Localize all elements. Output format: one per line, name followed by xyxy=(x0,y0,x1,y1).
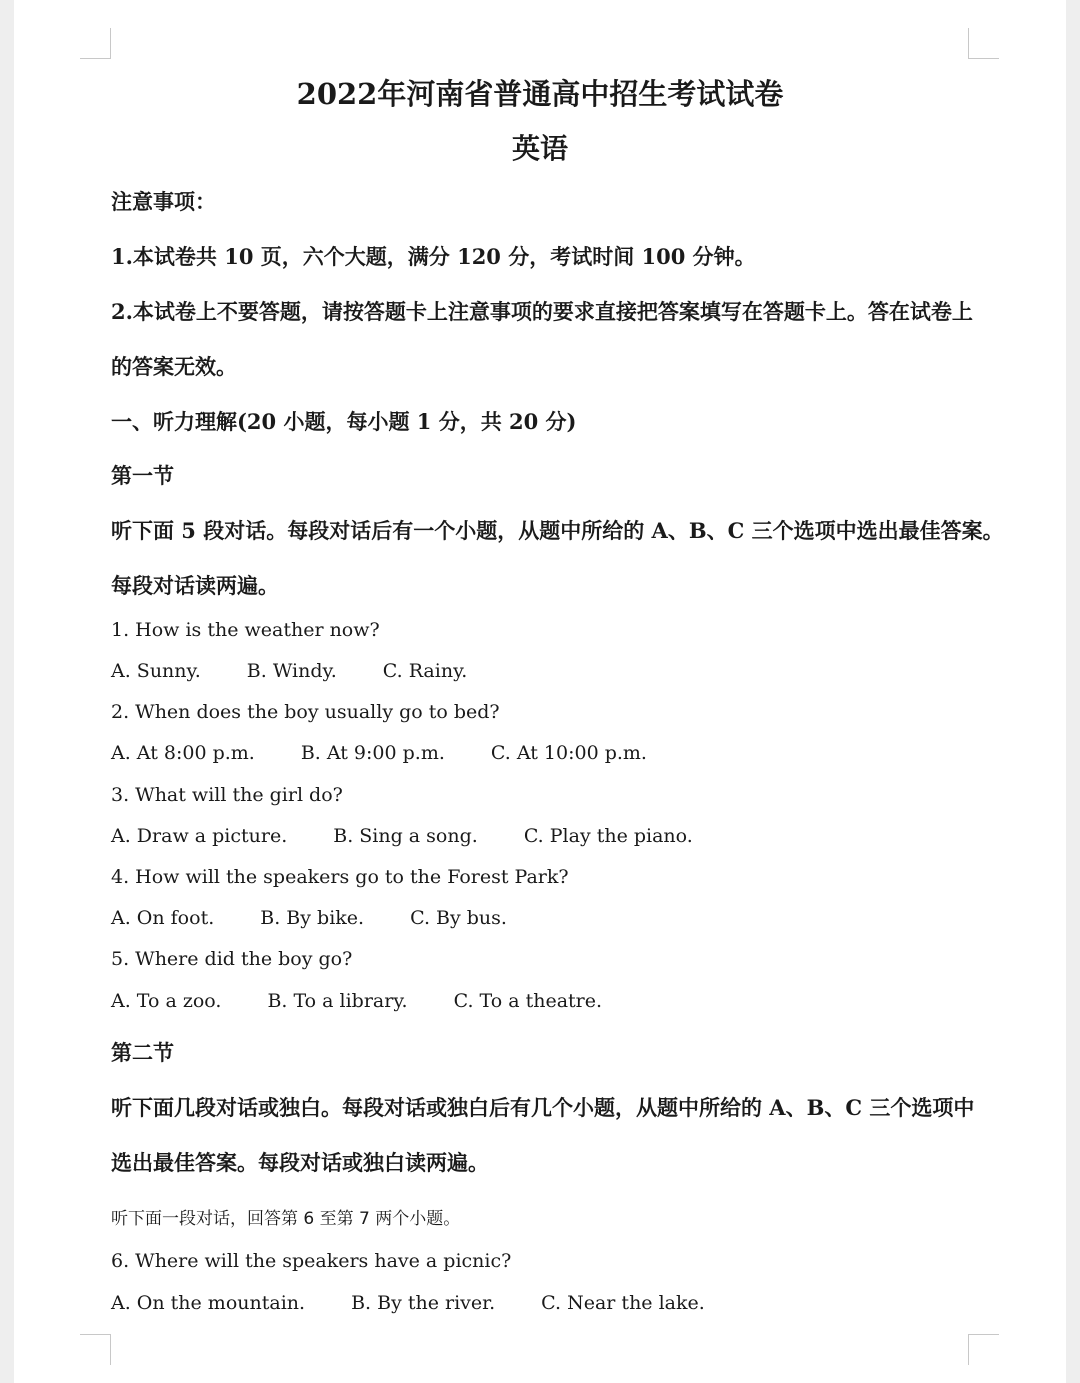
question-text: 5. Where did the boy go? xyxy=(111,948,353,970)
option-b: B. By bike. xyxy=(260,907,365,929)
question-text: 6. Where will the speakers have a picnic? xyxy=(111,1250,512,1272)
notes-item-1: 1.本试卷共 10 页，六个大题，满分 120 分，考试时间 100 分钟。 xyxy=(111,244,756,269)
question-options xyxy=(111,825,693,847)
question-options xyxy=(111,660,467,682)
option-a: A. On foot. xyxy=(111,907,215,929)
notes-heading: 注意事项： xyxy=(111,189,216,214)
section2-sub-intro: 听下面一段对话，回答第 6 至第 7 两个小题。 xyxy=(111,1209,461,1229)
notes-item-2-line-2: 的答案无效。 xyxy=(111,354,237,379)
option-a: A. Draw a picture. xyxy=(111,825,288,847)
option-b: B. Windy. xyxy=(246,660,337,682)
option-c: C. At 10:00 p.m. xyxy=(490,742,647,764)
option-c: C. Rainy. xyxy=(382,660,468,682)
exam-title: 2022年河南省普通高中招生考试试卷 xyxy=(296,77,784,111)
question-options xyxy=(111,742,647,764)
section1-instruction-line-1: 听下面 5 段对话。每段对话后有一个小题，从题中所给的 A、B、C 三个选项中选出最佳答案。 xyxy=(111,518,1004,543)
part1-heading: 一、听力理解(20 小题，每小题 1 分，共 20 分) xyxy=(111,409,577,434)
crop-mark-top-left xyxy=(80,28,111,59)
option-b: B. At 9:00 p.m. xyxy=(300,742,445,764)
question-options xyxy=(111,990,602,1012)
crop-mark-bottom-left xyxy=(80,1334,111,1365)
question-text: 4. How will the speakers go to the Forest Park? xyxy=(111,866,569,888)
option-c: C. To a theatre. xyxy=(453,990,603,1012)
option-c: C. Near the lake. xyxy=(541,1292,705,1314)
section2-instruction-line-1: 听下面几段对话或独白。每段对话或独白后有几个小题，从题中所给的 A、B、C 三个选项中 xyxy=(111,1095,975,1120)
option-b: B. By the river. xyxy=(351,1292,496,1314)
subject-title: 英语 xyxy=(511,132,568,165)
option-a: A. Sunny. xyxy=(111,660,201,682)
option-c: C. By bus. xyxy=(410,907,507,929)
option-b: B. To a library. xyxy=(267,990,408,1012)
question-text: 3. What will the girl do? xyxy=(111,784,343,806)
section2-heading: 第二节 xyxy=(111,1040,174,1065)
section2-instruction-line-2: 选出最佳答案。每段对话或独白读两遍。 xyxy=(111,1150,489,1175)
document-page xyxy=(14,0,1066,1383)
option-a: A. At 8:00 p.m. xyxy=(111,742,255,764)
section1-instruction-line-2: 每段对话读两遍。 xyxy=(111,573,279,598)
option-c: C. Play the piano. xyxy=(523,825,693,847)
section1-heading: 第一节 xyxy=(111,463,174,488)
crop-mark-bottom-right xyxy=(968,1334,999,1365)
notes-item-2-line-1: 2.本试卷上不要答题，请按答题卡上注意事项的要求直接把答案填写在答题卡上。答在试卷上 xyxy=(111,299,973,324)
question-text: 2. When does the boy usually go to bed? xyxy=(111,701,500,723)
question-text: 1. How is the weather now? xyxy=(111,619,380,641)
question-options xyxy=(111,907,507,929)
option-a: A. To a zoo. xyxy=(111,990,222,1012)
option-b: B. Sing a song. xyxy=(333,825,478,847)
crop-mark-top-right xyxy=(968,28,999,59)
question-options xyxy=(111,1292,705,1314)
option-a: A. On the mountain. xyxy=(111,1292,306,1314)
